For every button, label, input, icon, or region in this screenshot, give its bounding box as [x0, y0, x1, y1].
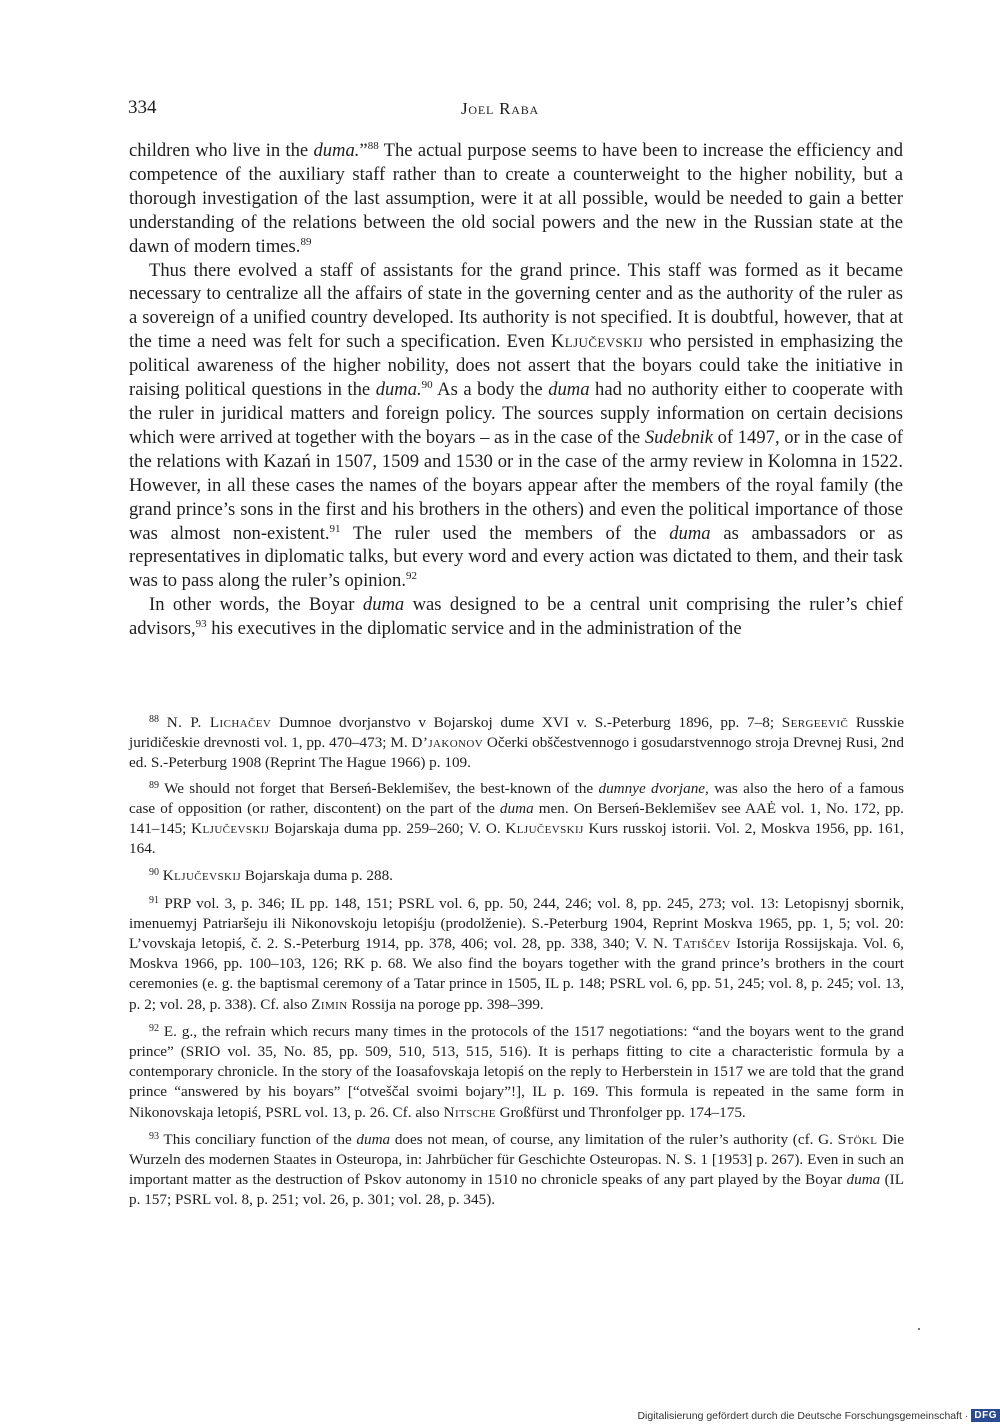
text-run: Bojarskaja duma pp. 259–260; V. O. — [269, 820, 506, 838]
text-run: Dumnoe dvorjanstvo v Bojarskoj dume XVI v. S.-Peterburg 1896, pp. 7–8; — [271, 714, 782, 731]
digitization-footer — [637, 1409, 1000, 1422]
author-name: Stökl — [837, 1130, 878, 1148]
text-run: In other words, the Boyar — [149, 594, 363, 616]
text-run: Istorija Rossijskaja. Vol. 6, Moskva 1966, pp. 100–103, 126; RK p. 68. We also find the boyars together with the grand prince’s brothers in the court ceremonies (e. g. the baptismal ceremony of a Tatar prince in 1505, IL p. 148; PSRL vol. 6, pp. 51, 245; vol. 8, p. 245; vol. 13, p. 2; vol. 28, p. 338). Cf. also — [129, 935, 904, 1013]
italic-term: Sudebnik — [644, 426, 713, 448]
footnote-ref-90[interactable]: 90 — [421, 379, 433, 392]
text-run: The ruler used the members of the — [340, 522, 670, 544]
text-run: Kurs russkoj istorii. Vol. 2, Moskva 1956, pp. 161, 164. — [129, 820, 904, 858]
italic-term: duma. — [375, 379, 422, 401]
paragraph-3 — [129, 593, 903, 641]
italic-term: duma — [669, 522, 711, 544]
text-run: as ambassadors or as representatives in diplomatic talks, but every word and every action was dictated to them, and their task was to pass along the ruler’s opinion. — [129, 522, 903, 592]
text-run: who persisted in emphasizing the political awareness of the higher nobility, does not assert that the boyars could take the initiative in raising political questions in the — [129, 331, 903, 401]
author-name: Ključevskij — [550, 331, 644, 353]
footnote-number: 91 — [149, 894, 159, 906]
italic-term: duma — [356, 1130, 391, 1148]
author-name: Tatiščev — [673, 935, 731, 953]
page-number: 334 — [128, 97, 157, 118]
text-run: was also the hero of a famous case of opposition (or rather, discontent) on the part of the — [129, 779, 905, 817]
scan-speck — [918, 1328, 920, 1330]
text-run: Großfürst und Thronfolger pp. 174–175. — [495, 1103, 746, 1121]
footnote-ref-88[interactable]: 88 — [367, 140, 379, 152]
text-run: Očerki obščestvennogo i gosudarstvennogo stroja Drevnej Rusi, 2nd ed. S.-Peterburg 1908 (Reprint The Hague 1966) p. 109. — [129, 734, 904, 772]
italic-term: duma — [362, 594, 405, 616]
author-name: N. P. Lichačev — [166, 714, 272, 731]
footnote-number: 90 — [149, 867, 159, 879]
footnote-number: 89 — [149, 779, 159, 791]
text-run: men. On Berseń-Beklemišev see AAĖ vol. 1, No. 172, pp. 141–145; — [129, 799, 904, 838]
text-run: Rossija na poroge pp. 398–399. — [347, 995, 544, 1013]
text-run: PRP vol. 3, p. 346; IL pp. 148, 151; PSRL vol. 6, pp. 50, 244, 246; vol. 8, pp. 245, 273; vol. 13: Letopisnyj sbornik, imenuemyj Patriaršeju ili Nikonovskoju letopiśju (prodolženie). S.-Peterburg 1904, Reprint Moskva 1965, pp. 1, 5; vol. 20: L’vovskaja letopiś, č. 2. S.-Peterburg 1914, pp. 378, 406; vol. 28, pp. 338, 340; V. N. — [129, 894, 905, 953]
italic-term: duma — [548, 379, 590, 401]
text-run: The actual purpose seems to have been to increase the efficiency and competence of the auxiliary staff rather than to create a counterweight to the higher nobility, but a thorough investigation of the last assumption, were it at all possible, would be needed to gain a better understanding of the relations between the old social powers and the new in the Russian state at the dawn of modern times. — [129, 140, 903, 257]
text-run: his executives in the diplomatic service and in the administration of the — [206, 618, 742, 640]
text-run: (IL p. 157; PSRL vol. 8, p. 251; vol. 26, p. 301; vol. 28, p. 345). — [129, 1171, 904, 1209]
text-run: of 1497, or in the case of the relations with Kazań in 1507, 1509 and 1530 or in the case of the army review in Kolomna in 1522. However, in all these cases the names of the boyars appear after the members of the royal family (the grand prince’s sons in the first and his brothers in the others) and even the political importance of those was almost non-existent. — [129, 426, 903, 544]
footnote-ref-91[interactable]: 91 — [329, 522, 341, 535]
running-head: Joel Raba — [460, 99, 540, 118]
footnote-ref-89[interactable]: 89 — [300, 235, 312, 248]
author-name: Zimin — [311, 995, 348, 1013]
text-run: children who live in the — [129, 140, 314, 161]
author-name: Ključevskij — [505, 820, 584, 838]
footnote-number: 93 — [149, 1130, 159, 1142]
author-name: Sergeevič — [781, 714, 849, 731]
footnote-93 — [129, 1127, 904, 1211]
text-run: ” — [359, 140, 368, 161]
text-run: Die Wurzeln des modernen Staates in Osteuropa, in: Jahrbücher für Geschichte Osteuropas. N. S. 1 [1953] p. 267). Even in such an important matter as the destruction of Pskov autonomy in 1510 no chronicle speaks of any part played by the Boyar — [129, 1130, 905, 1189]
footnote-ref-93[interactable]: 93 — [195, 618, 207, 631]
body-text — [129, 139, 903, 641]
text-run: was designed to be a central unit comprising the ruler’s chief advisors, — [129, 594, 903, 640]
footer-text: Digitalisierung gefördert durch die Deutsche Forschungsgemeinschaft · — [637, 1409, 969, 1422]
text-run: E. g., the refrain which recurs many times in the protocols of the 1517 negotiations: “and the boyars went to the grand prince” (SRIO vol. 35, No. 85, pp. 509, 510, 513, 515, 516). It is perhaps fitting to cite a characteristic formula by a contemporary chronicle. In the story of the Ioasafovskaja letopiś on the reply to Herberstein in 1517 we are told that the grand prince “answered by his boyars” [“otveščal svoimi bojary”!], IL p. 169. This formula is repeated in the same form in Nikonovskaja letopiś, PSRL vol. 13, p. 26. Cf. also — [129, 1022, 905, 1121]
text-run: Bojarskaja duma p. 288. — [241, 867, 393, 885]
footnote-number: 92 — [149, 1022, 159, 1034]
text-run: had no authority either to cooperate with the ruler in juridical matters and foreign policy. The sources supply information on certain decisions which were arrived at together with the boyars – as in the case of the — [129, 379, 904, 448]
text-run: does not mean, of course, any limitation of the ruler’s authority (cf. G. — [390, 1130, 838, 1148]
paragraph-1 — [129, 139, 903, 259]
footnote-90 — [129, 863, 904, 886]
paragraph-2 — [129, 259, 903, 594]
text-run: As a body the — [432, 379, 549, 401]
author-name: Ključevskij — [162, 867, 242, 885]
text-run: Russkie juridičeskie drevnosti vol. 1, pp. 470–473; M. — [129, 714, 905, 752]
footnote-89 — [129, 776, 904, 860]
text-run: We should not forget that Berseń-Beklemišev, the best-known of the — [164, 779, 599, 797]
text-run: Thus there evolved a staff of assistants for the grand prince. This staff was formed as it became necessary to centralize all the affairs of state in the governing center and as the authority of the ruler as a sovereign of a unified country developed. Its authority is not specified. It is doubtful, however, that at the time a need was felt for such a specification. Even — [129, 259, 903, 353]
author-name: Nitsche — [443, 1103, 496, 1121]
footnote-91 — [129, 891, 904, 1015]
footnote-88 — [129, 710, 904, 774]
text-run: This conciliary function of the — [163, 1130, 357, 1148]
italic-term: dumnye dvorjane, — [598, 779, 709, 797]
italic-term: duma. — [313, 140, 360, 161]
author-name: Ključevskij — [191, 820, 270, 838]
footnotes — [129, 710, 904, 1211]
italic-term: duma — [499, 799, 534, 817]
footnote-92 — [129, 1019, 904, 1123]
author-name: D’jakonov — [411, 734, 484, 752]
footnote-number: 88 — [149, 714, 159, 725]
footnote-ref-92[interactable]: 92 — [405, 570, 417, 583]
dfg-logo-icon: DFG — [971, 1409, 1000, 1422]
italic-term: duma — [846, 1171, 881, 1189]
